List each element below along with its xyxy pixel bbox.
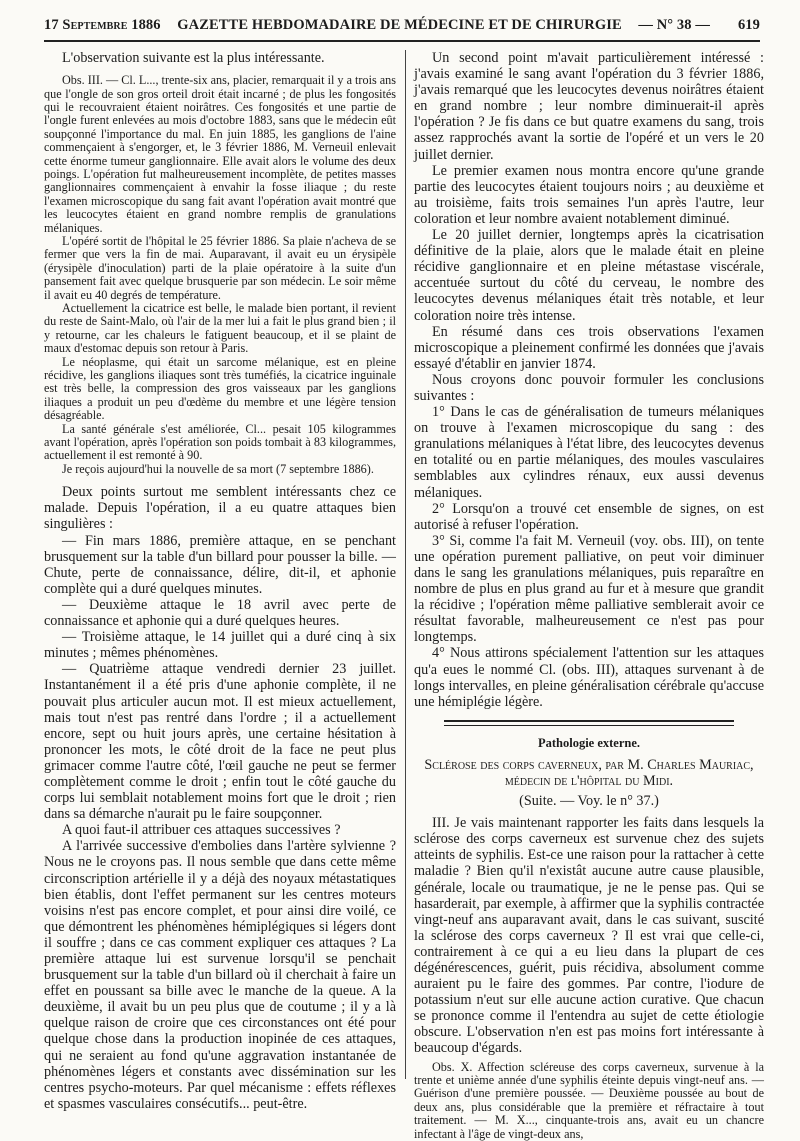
article-title: Sclérose des corps caverneux, par M. Charles Mauriac, médecin de l'hôpital du Midi. [424,756,754,789]
body-paragraph: — Troisième attaque, le 14 juillet qui a duré cinq à six minutes ; mêmes phénomènes. [44,629,396,662]
page-header [44,10,760,42]
section-heading: Pathologie externe. [537,735,641,750]
body-paragraph: A quoi faut-il attribuer ces attaques successives ? [62,822,341,839]
left-column [44,50,396,1112]
obs-paragraph: Obs. X. Affection scléreuse des corps caverneux, survenue à la trente et unième année d'une syphilis éteinte depuis vingt-neuf ans. — Guérison d'une première poussée. — Deuxième poussée au bout de deux ans, plus considérable que la première et réfractaire à tout traitement. — M. X..., cinquante-trois ans, avait eu un chancre infectant à l'âge de vingt-deux ans, [414,1059,764,1141]
body-paragraph: — Quatrième attaque vendredi dernier 23 juillet. Instantanément il a été pris d'une aphonie complète, il ne pouvait plus articuler aucun mot. Il est mieux actuellement, mais tout n'est pas rentré dans l'ordre ; il a actuellement encore, sept ou huit jours après, une certaine hésitation à prononcer les mots, le côté droit de la face ne peut plus grimacer comme l'autre côté, l'œil gauche ne peut se fermer complètement comme le droit ; enfin tout le côté gauche du corps lui semblait notablement moins fort que le droit ; rien dans sa démarche n'aurait pu le faire soupçonner. [44,661,396,823]
body-paragraph: Nous croyons donc pouvoir formuler les conclusions suivantes : [414,371,764,404]
conclusion-item: 4° Nous attirons spécialement l'attention sur les attaques qu'a eues le nommé Cl. (obs. III), attaques survenant à de longs intervalles, en pleine généralisation cérébrale qu'accuse une hémiplégie légère. [414,645,764,710]
page-number: 619 [737,16,760,33]
issue-number: — N° 38 — [638,16,710,33]
body-paragraph: Le premier examen nous montra encore qu'une grande partie des leucocytes étaient toujours noirs ; au deuxième et au troisième, faits trois semaines l'un après l'autre, leur coloration et leur nombre avaient notablement diminué. [414,162,764,227]
obs-paragraph: Le néoplasme, qui était un sarcome mélanique, est en pleine récidive, les ganglions iliaques sont très tuméfiés, la cicatrice inguinale est très belle, la compression des gros vaisseaux par les ganglions iliaques a produit un peu d'œdème du membre et une légère tension désagréable. [44,354,396,423]
body-paragraph: Deux points surtout me semblent intéressants chez ce malade. Depuis l'opération, il a eu quatre attaques bien singulières : [44,484,396,533]
obs-paragraph: Actuellement la cicatrice est belle, le malade bien portant, il revient du reste de Saint-Malo, où l'air de la mer lui a fait le plus grand bien ; il y retourne, car les chaleurs le fatiguent beaucoup, et il se plaint de maux d'estomac depuis son retour à Paris. [44,301,396,356]
conclusion-item: 2° Lorsqu'on a trouvé cet ensemble de signes, on est autorisé à refuser l'opération. [414,500,764,533]
body-paragraph: Un second point m'avait particulièrement intéressé : j'avais examiné le sang avant l'opération du 3 février 1886, j'avais remarqué que les leucocytes devenus noirâtres étaient en grand nombre ; leur nombre diminuerait-il après l'opération ? Je fis dans ce but quatre examens du sang, trois assez rapprochés avant la sortie de l'opéré et un vers le 20 juillet dernier. [414,50,764,163]
body-paragraph: — Deuxième attaque le 18 avril avec perte de connaissance et aphonie qui a duré quelques heures. [44,596,396,630]
body-paragraph: A l'arrivée successive d'embolies dans l'artère sylvienne ? Nous ne le croyons pas. Il nous semble que dans cette même circonscription artérielle il y a déjà des noyaux métastatiques bien établis, dont l'effet permanent sur les centres moteurs voisins n'est pas encore complet, et pour ainsi dire voilé, ce que démontrent les phénomènes hémiplégiques si légers dont il souffre ; dans ce cas comment expliquer ces attaques ? La première attaque lui est survenue lorsqu'il se penchait brusquement sur la table d'un billard où il cherchait à faire un effet en poussant sa bille avec le manche de la queue. A la deuxième, il avait bu un peu plus que de coutume ; il y a là quelque raison de croire que ces circonstances ont été pour quelque chose dans la production inopinée de ces attaques, qui ne seraient au fond qu'une aggravation instantanée de phénomènes légers et constants avec dissémination sur les centres psycho-moteurs. Par quel mécanisme : effets réflexes et spasmes vasculaires consécutifs... peut-être. [44,838,396,1112]
issue-date: 17 Septembre 1886 [44,16,161,33]
body-paragraph: Le 20 juillet dernier, longtemps après la cicatrisation définitive de la plaie, alors que le malade était en pleine récidive ganglionnaire et en pleine métastase viscérale, accentuée surtout du côté du cerveau, le nombre des leucocytes devenus mélaniques était très notable, et leur coloration noire très intense. [414,227,764,324]
obs-paragraph: L'opéré sortit de l'hôpital le 25 février 1886. Sa plaie n'acheva de se fermer que vers la fin de mai. Auparavant, il avait eu un érysipèle (érysipèle d'inoculation) parti de la plaie opératoire à la suite d'un pansement fait avec quelque brusquerie par son médecin. Le soir même il avait eu 40 degrés de température. [44,233,396,302]
obs-paragraph: La santé générale s'est améliorée, Cl... pesait 105 kilogrammes avant l'opération, après l'opération son poids tombait à 83 kilogrammes, actuellement il est remonté à 90. [44,421,396,463]
body-paragraph: III. Je vais maintenant rapporter les faits dans lesquels la sclérose des corps caverneux est survenue chez des sujets atteints de syphilis. Est-ce une raison pour la rattacher à cette maladie ? Bien qu'il n'existât aucune autre cause plausible, générale, locale ou traumatique, je ne le pense pas. Qui se hasarderait, par exemple, à affirmer que la syphilis contractée vingt-neuf ans auparavant avait, dans le cas suivant, suscité la sclérose des corps caverneux ? Il est vrai que celle-ci, contrairement à ce qui a eu lieu dans la plupart de ces dégénérescences, guérit, puis récidiva, absolument comme auraient pu le faire des gommes. Par contre, l'iodure de potassium n'eut sur elle aucune action curative. Que chacun se prononce comme il l'entendra au sujet de cette étiologie obscure. L'observation n'en est pas moins fort intéressante à beaucoup d'égards. [414,815,764,1057]
conclusion-item: 3° Si, comme l'a fait M. Verneuil (voy. obs. III), on tente une opération purement palliative, on peut voir diminuer dans le sang les granulations mélaniques, puis reparaître en nombre de plus en plus grand au fur et à mesure que grandit la récidive ; l'opération même palliative semblerait avoir ce résultat favorable, malheureusement ce n'est pas pour longtemps. [414,532,764,646]
column-divider [405,50,406,1079]
right-column [414,50,764,1141]
conclusion-item: 1° Dans le cas de généralisation de tumeurs mélaniques on trouve à l'examen microscopique du sang : des granulations mélaniques à l'état libre, des leucocytes devenus en totalité ou en partie mélaniques, des moules vasculaires semblables aux cylindres rénaux, eux aussi devenus mélaniques. [414,404,764,501]
body-paragraph: — Fin mars 1886, première attaque, en se penchant brusquement sur la table d'un billard pour pousser la bille. — Chute, perte de connaissance, délire, dit-il, et aphonie complète qui a duré quelques minutes. [44,532,396,597]
obs-paragraph: Obs. III. — Cl. L..., trente-six ans, placier, remarquait il y a trois ans que l'ongle de son gros orteil droit était incarné ; de plus les fongosités qui le recouvraient étaient noirâtres. Ces fongosités et une partie de l'ongle furent enlevées au mois d'octobre 1883, sans que le médecin eût soupçonné l'importance du mal. En juin 1885, les ganglions de l'aine commençaient à s'engorger, et, le 3 février 1886, M. Verneuil enlevait cette énorme tumeur ganglionnaire. Elle avait alors le volume des deux poings. L'opération fut malheureusement incomplète, de petites masses ganglionnaires commençaient à envahir la fosse iliaque ; du reste l'examen microscopique du sang fait avant l'opération avait montré que les leucocytes étaient en grand nombre remplis de granulations mélaniques. [44,73,396,235]
journal-title: GAZETTE HEBDOMADAIRE DE MÉDECINE ET DE CHIRURGIE [177,16,622,33]
section-separator [444,720,734,726]
intro-paragraph: L'observation suivante est la plus intéressante. [62,50,325,66]
body-paragraph: En résumé dans ces trois observations l'examen microscopique a pleinement confirmé les données que j'avais essayé d'établir en janvier 1874. [414,323,764,372]
obs-paragraph: Je reçois aujourd'hui la nouvelle de sa mort (7 septembre 1886). [62,461,374,476]
continuation-note: (Suite. — Voy. le n° 37.) [519,793,659,810]
